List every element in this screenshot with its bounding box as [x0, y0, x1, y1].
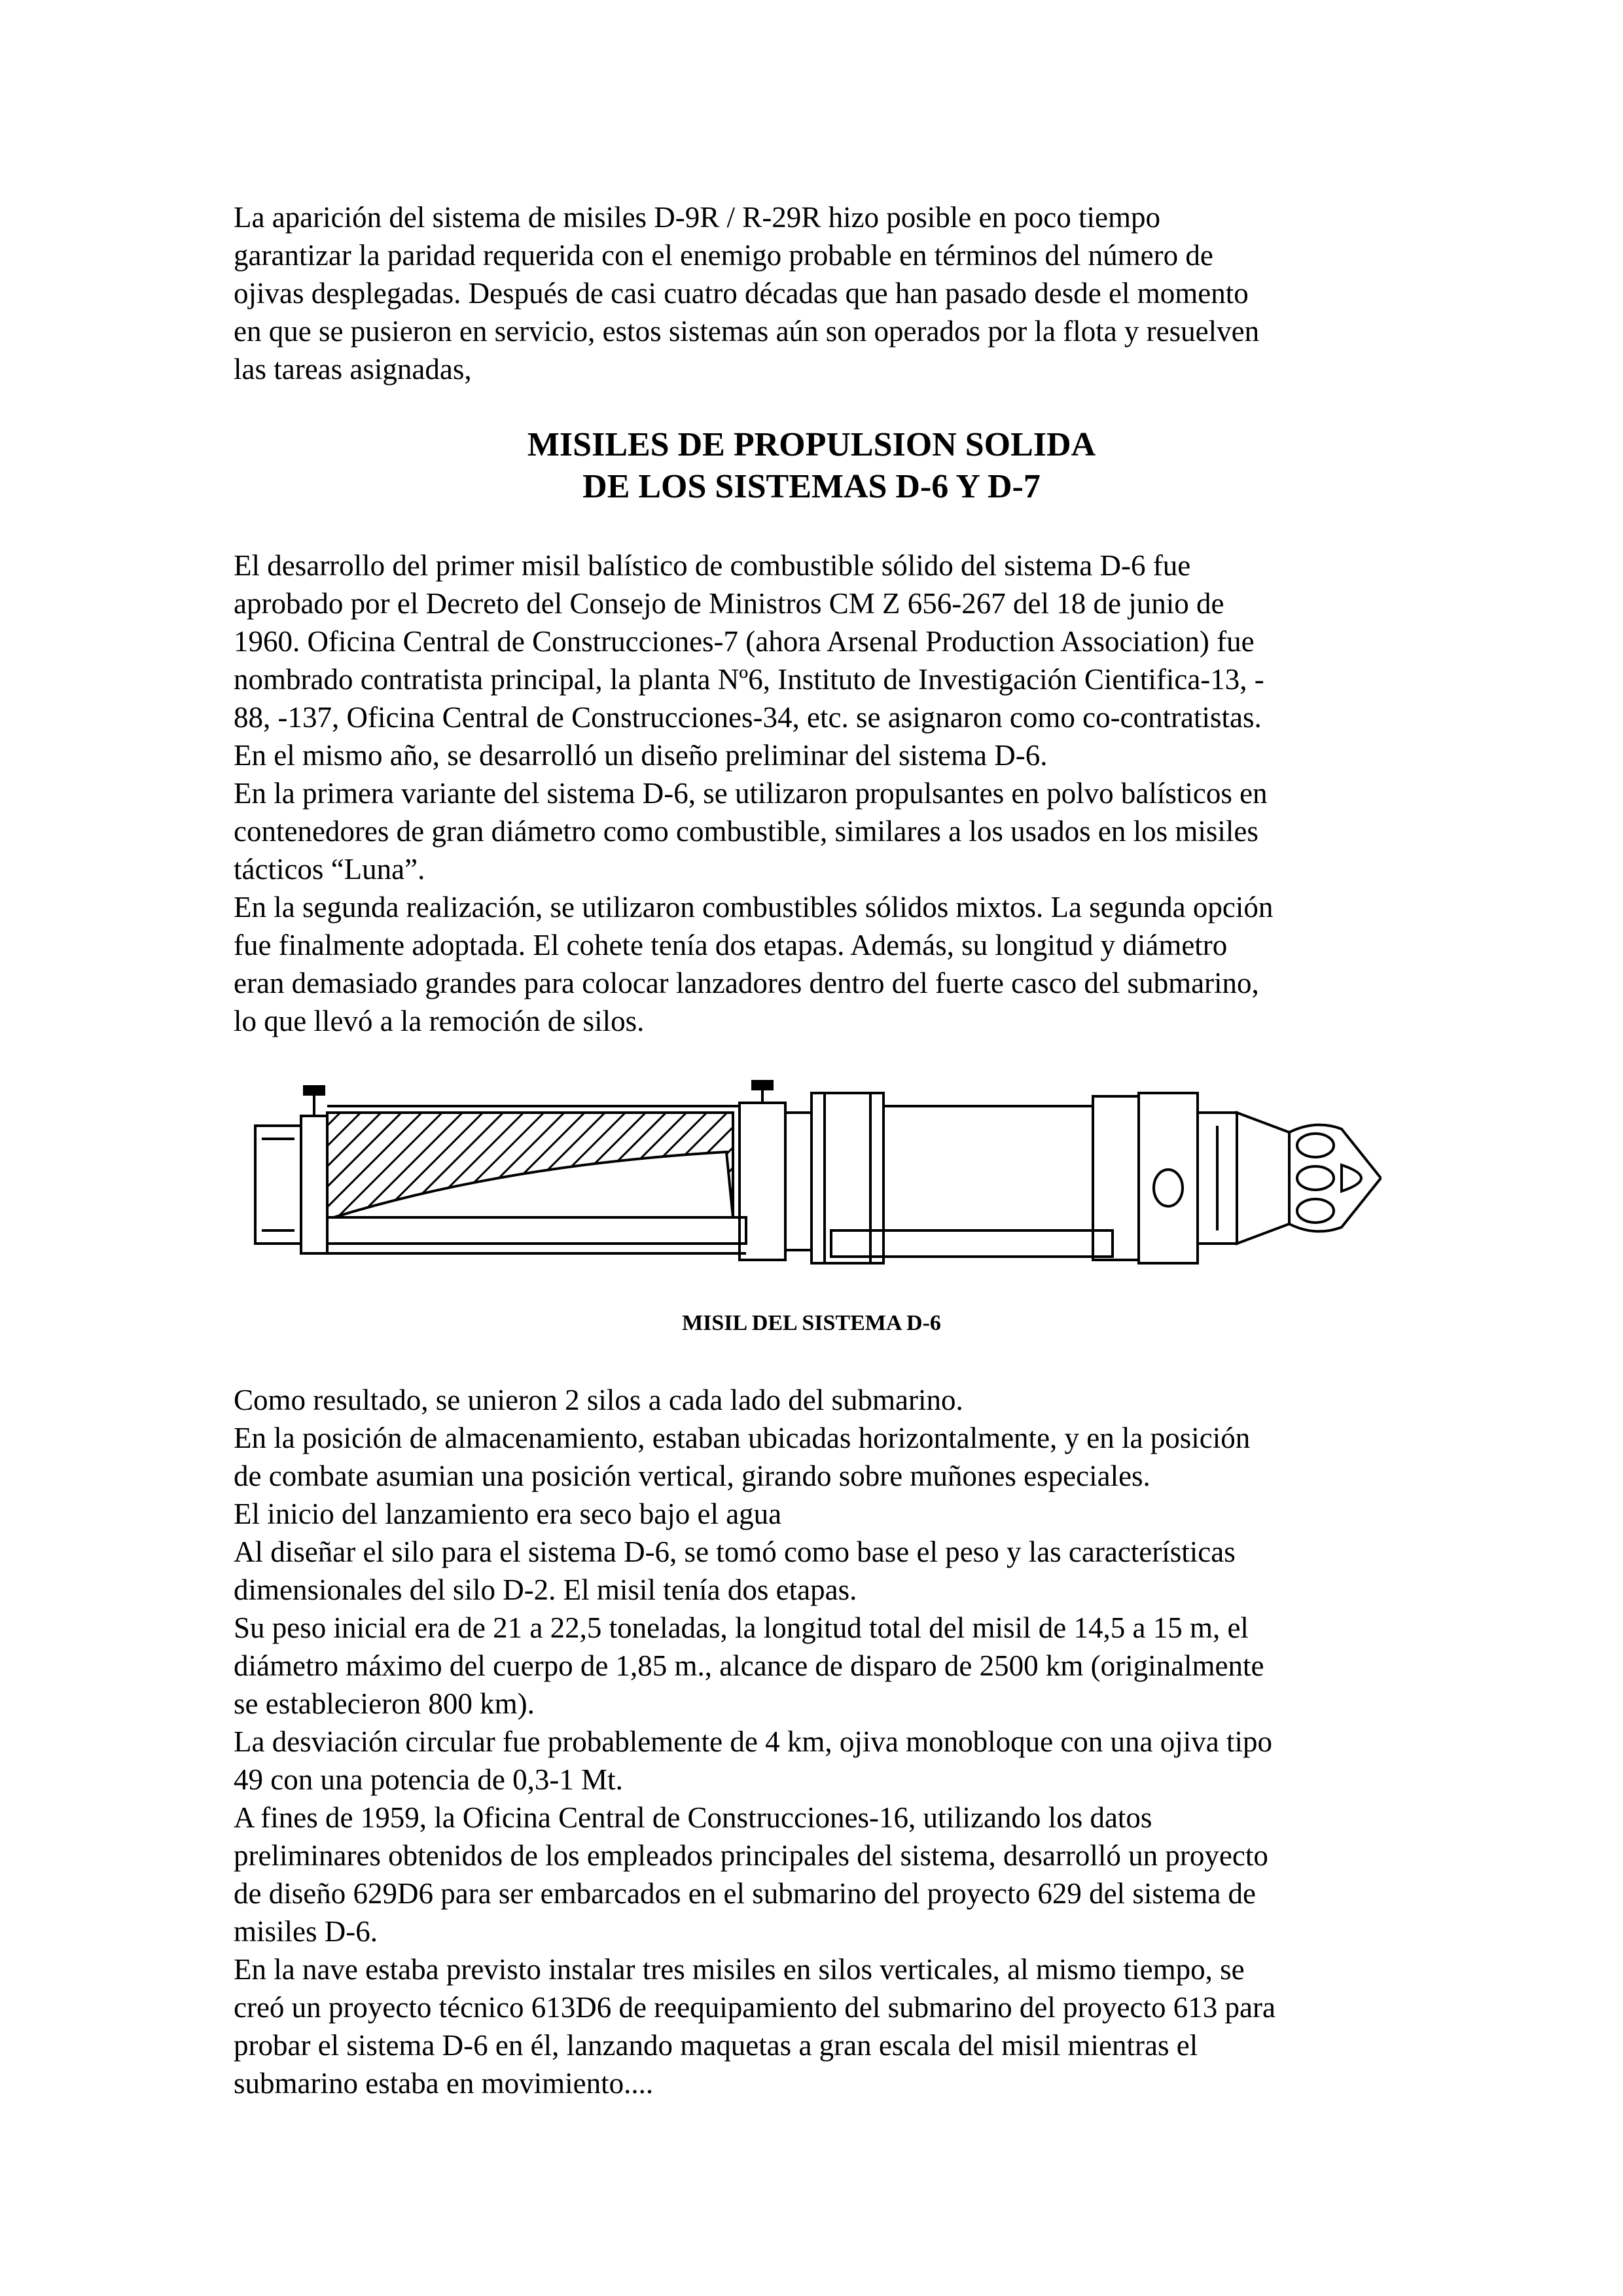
text-line: En la primera variante del sistema D-6, se utilizaron propulsantes en polvo balísticos en	[234, 777, 1268, 810]
text-line: En la posición de almacenamiento, estaban ubicadas horizontalmente, y en la posición	[234, 1422, 1251, 1454]
text-line: tácticos “Luna”.	[234, 853, 425, 886]
text-line: A fines de 1959, la Oficina Central de Construcciones-16, utilizando los datos	[234, 1801, 1152, 1834]
heading-line-1: MISILES DE PROPULSION SOLIDA	[527, 426, 1096, 463]
text-line: probar el sistema D-6 en él, lanzando maquetas a gran escala del misil mientras el	[234, 2029, 1198, 2062]
text-line: 88, -137, Oficina Central de Construcciones-34, etc. se asignaron como co-contratistas.	[234, 701, 1262, 734]
text-line: En la nave estaba previsto instalar tres misiles en silos verticales, al mismo tiempo, se	[234, 1953, 1245, 1986]
text-line: submarino estaba en movimiento....	[234, 2067, 654, 2100]
text-line: ojivas desplegadas. Después de casi cuatro décadas que han pasado desde el momento	[234, 277, 1249, 310]
missile-drawing-icon	[242, 1067, 1394, 1289]
figure-caption: MISIL DEL SISTEMA D-6	[682, 1311, 941, 1335]
text-line: En la segunda realización, se utilizaron combustibles sólidos mixtos. La segunda opción	[234, 891, 1274, 924]
text-line: misiles D-6.	[234, 1915, 378, 1948]
text-line: diámetro máximo del cuerpo de 1,85 m., alcance de disparo de 2500 km (originalmente	[234, 1649, 1264, 1682]
text-line: Al diseñar el silo para el sistema D-6, se tomó como base el peso y las características	[234, 1535, 1236, 1568]
text-line: se establecieron 800 km).	[234, 1687, 535, 1720]
text-line: 1960. Oficina Central de Construcciones-7 (ahora Arsenal Production Association) fue	[234, 625, 1255, 658]
text-line: 49 con una potencia de 0,3-1 Mt.	[234, 1763, 623, 1796]
text-line: La desviación circular fue probablemente de 4 km, ojiva monobloque con una ojiva tipo	[234, 1725, 1272, 1758]
text-line: de combate asumian una posición vertical, girando sobre muñones especiales.	[234, 1460, 1150, 1492]
text-line: aprobado por el Decreto del Consejo de Ministros CM Z 656-267 del 18 de junio de	[234, 587, 1224, 620]
text-line: creó un proyecto técnico 613D6 de reequipamiento del submarino del proyecto 613 para	[234, 1991, 1275, 2024]
text-line: las tareas asignadas,	[234, 353, 472, 386]
text-line: nombrado contratista principal, la planta Nº6, Instituto de Investigación Cientifica-13, -	[234, 663, 1264, 696]
text-line: El desarrollo del primer misil balístico de combustible sólido del sistema D-6 fue	[234, 549, 1191, 582]
text-line: Su peso inicial era de 21 a 22,5 toneladas, la longitud total del misil de 14,5 a 15 m, el	[234, 1611, 1249, 1644]
intro-paragraph	[234, 198, 1412, 388]
section-heading	[0, 424, 1623, 508]
text-line: eran demasiado grandes para colocar lanzadores dentro del fuerte casco del submarino,	[234, 967, 1259, 999]
text-line: Como resultado, se unieron 2 silos a cada lado del submarino.	[234, 1384, 963, 1416]
text-line: dimensionales del silo D-2. El misil tenía dos etapas.	[234, 1573, 857, 1606]
text-line: en que se pusieron en servicio, estos sistemas aún son operados por la flota y resuelven	[234, 315, 1260, 348]
specifications-paragraph	[234, 1381, 1412, 2102]
text-line: de diseño 629D6 para ser embarcados en el submarino del proyecto 629 del sistema de	[234, 1877, 1257, 1910]
development-paragraph	[234, 547, 1412, 1040]
text-line: En el mismo año, se desarrolló un diseño preliminar del sistema D-6.	[234, 739, 1048, 772]
text-line: El inicio del lanzamiento era seco bajo el agua	[234, 1498, 782, 1530]
text-line: lo que llevó a la remoción de silos.	[234, 1005, 645, 1037]
text-line: garantizar la paridad requerida con el enemigo probable en términos del número de	[234, 239, 1213, 272]
heading-line-2: DE LOS SISTEMAS D-6 Y D-7	[582, 468, 1041, 505]
text-line: fue finalmente adoptada. El cohete tenía dos etapas. Además, su longitud y diámetro	[234, 929, 1228, 961]
text-line: contenedores de gran diámetro como combustible, similares a los usados en los misiles	[234, 815, 1258, 848]
text-line: La aparición del sistema de misiles D-9R / R-29R hizo posible en poco tiempo	[234, 201, 1160, 234]
text-line: preliminares obtenidos de los empleados principales del sistema, desarrolló un proyecto	[234, 1839, 1268, 1872]
